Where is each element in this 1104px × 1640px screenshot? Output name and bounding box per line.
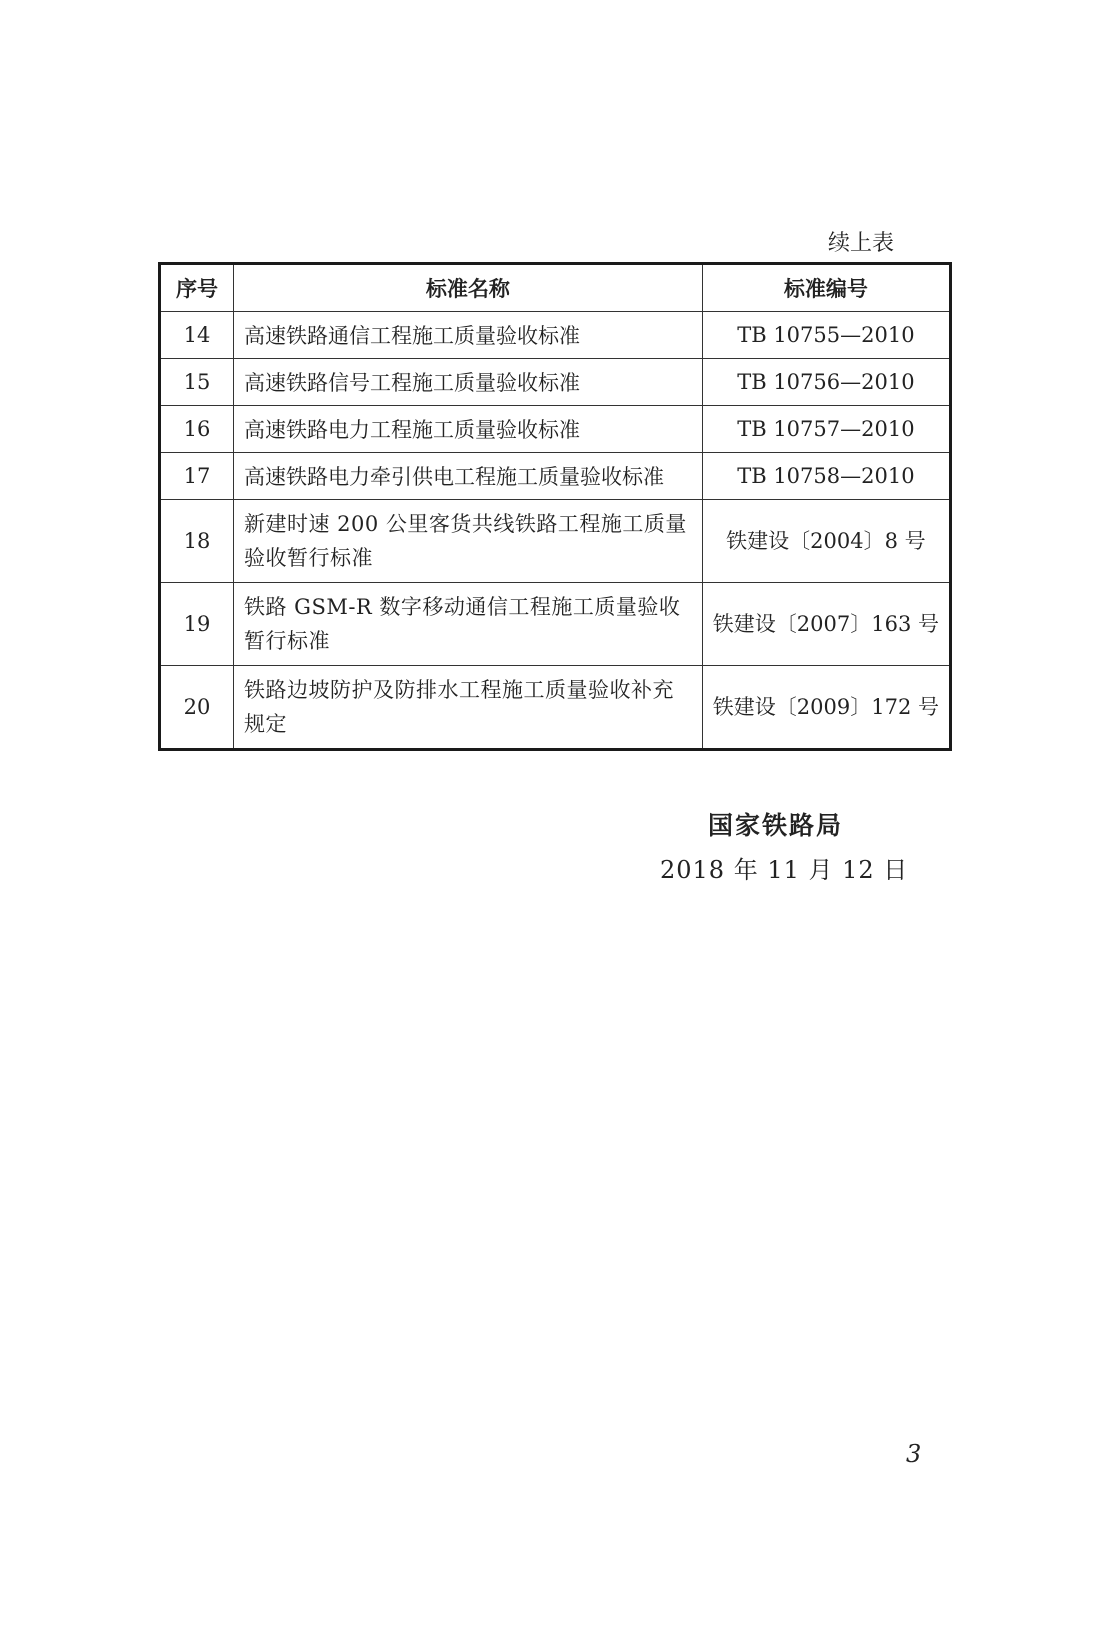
- page-number: 3: [906, 1440, 922, 1468]
- row-standard-name: 高速铁路电力工程施工质量验收标准: [234, 406, 703, 453]
- row-standard-name: 高速铁路电力牵引供电工程施工质量验收标准: [234, 453, 703, 500]
- row-serial-number: 17: [160, 453, 234, 500]
- issue-date: 2018 年 11 月 12 日: [660, 856, 909, 884]
- row-serial-number: 20: [160, 666, 234, 750]
- table-row: [160, 500, 951, 583]
- issuing-authority: 国家铁路局: [708, 811, 844, 840]
- header-standard-name: 标准名称: [234, 264, 703, 312]
- row-standard-code: TB 10756—2010: [702, 359, 950, 406]
- row-standard-name: 新建时速 200 公里客货共线铁路工程施工质量验收暂行标准: [234, 500, 703, 583]
- table-row: [160, 312, 951, 359]
- row-serial-number: 14: [160, 312, 234, 359]
- row-standard-name: 铁路 GSM-R 数字移动通信工程施工质量验收暂行标准: [234, 583, 703, 666]
- row-standard-code: 铁建设〔2007〕163 号: [702, 583, 950, 666]
- row-standard-code: TB 10758—2010: [702, 453, 950, 500]
- table-row: [160, 359, 951, 406]
- standards-table: [158, 262, 952, 751]
- row-standard-code: TB 10757—2010: [702, 406, 950, 453]
- row-standard-code: 铁建设〔2004〕8 号: [702, 500, 950, 583]
- table-row: [160, 666, 951, 750]
- table-row: [160, 583, 951, 666]
- row-serial-number: 16: [160, 406, 234, 453]
- row-standard-code: 铁建设〔2009〕172 号: [702, 666, 950, 750]
- table-row: [160, 406, 951, 453]
- row-standard-name: 铁路边坡防护及防排水工程施工质量验收补充规定: [234, 666, 703, 750]
- row-serial-number: 19: [160, 583, 234, 666]
- row-standard-code: TB 10755—2010: [702, 312, 950, 359]
- row-standard-name: 高速铁路通信工程施工质量验收标准: [234, 312, 703, 359]
- table-header-row: [160, 264, 951, 312]
- table-row: [160, 453, 951, 500]
- row-standard-name: 高速铁路信号工程施工质量验收标准: [234, 359, 703, 406]
- row-serial-number: 18: [160, 500, 234, 583]
- header-serial-number: 序号: [160, 264, 234, 312]
- row-serial-number: 15: [160, 359, 234, 406]
- header-standard-code: 标准编号: [702, 264, 950, 312]
- continued-label: 续上表: [828, 231, 895, 256]
